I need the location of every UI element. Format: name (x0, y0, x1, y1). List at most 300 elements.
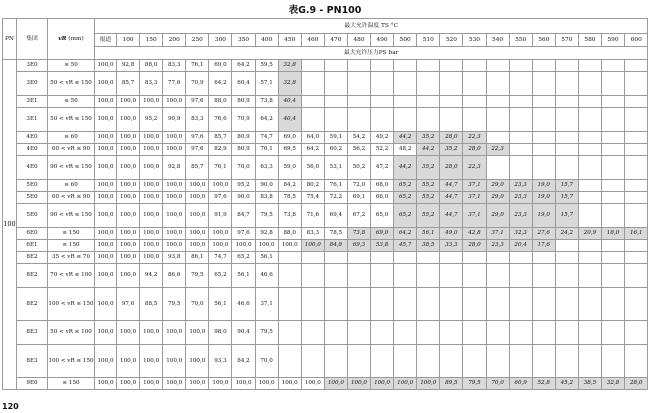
value-cell: 100,0 (95, 378, 117, 390)
range-cell: ≤ 60 (48, 180, 95, 192)
table-row (3, 108, 648, 132)
value-cell: 84,2 (278, 180, 301, 192)
value-cell (601, 180, 624, 192)
value-cell (555, 60, 578, 72)
value-cell: 100,0 (140, 204, 163, 228)
value-cell (278, 264, 301, 288)
group-cell: 5E0 (17, 204, 48, 228)
value-cell (347, 345, 370, 378)
value-cell: 79,5 (186, 264, 209, 288)
value-cell: 91,9 (209, 204, 232, 228)
value-cell (555, 288, 578, 321)
value-cell: 83,3 (301, 228, 324, 240)
value-cell (601, 204, 624, 228)
value-cell (371, 321, 394, 345)
value-cell (555, 252, 578, 264)
value-cell: 100,0 (209, 378, 232, 390)
value-cell (394, 108, 417, 132)
value-cell (324, 252, 347, 264)
table-title: 表G.9 - PN100 (288, 5, 362, 16)
temp-col-header: 560 (532, 34, 555, 47)
value-cell: 64,2 (255, 108, 278, 132)
value-cell: 70,9 (186, 72, 209, 96)
range-cell: 100 < vR ≤ 150 (48, 345, 95, 378)
value-cell: 69,0 (209, 60, 232, 72)
value-cell: 28,0 (440, 132, 463, 144)
value-cell: 97,6 (186, 132, 209, 144)
value-cell: 100,0 (163, 132, 186, 144)
value-cell: 64,2 (394, 228, 417, 240)
value-cell: 79,5 (463, 378, 486, 390)
value-cell: 80,9 (232, 132, 255, 144)
value-cell: 100,0 (95, 264, 117, 288)
value-cell (555, 96, 578, 108)
value-cell: 20,4 (509, 240, 532, 252)
value-cell: 23,3 (486, 240, 509, 252)
value-cell: 56,1 (417, 228, 440, 240)
value-cell: 70,0 (255, 345, 278, 378)
value-cell: 100,0 (163, 144, 186, 156)
value-cell (347, 72, 370, 96)
value-cell: 100,0 (186, 321, 209, 345)
value-cell: 100,0 (117, 156, 140, 180)
value-cell: 49,2 (371, 132, 394, 144)
value-cell: 29,0 (486, 204, 509, 228)
value-cell: 100,0 (95, 180, 117, 192)
temp-col-header: 470 (324, 34, 347, 47)
value-cell (463, 96, 486, 108)
value-cell (625, 264, 648, 288)
value-cell: 100,0 (140, 321, 163, 345)
value-cell (509, 321, 532, 345)
range-cell: 35 < vR ≤ 70 (48, 252, 95, 264)
value-cell: 72,2 (324, 192, 347, 204)
value-cell: 100,0 (186, 240, 209, 252)
value-cell: 100,0 (95, 96, 117, 108)
value-cell: 100,0 (255, 378, 278, 390)
value-cell (578, 96, 601, 108)
value-cell: 84,2 (232, 345, 255, 378)
value-cell (509, 60, 532, 72)
value-cell: 100,0 (140, 156, 163, 180)
value-cell: 53,8 (371, 240, 394, 252)
value-cell (347, 252, 370, 264)
temp-col-header: 540 (486, 34, 509, 47)
value-cell: 83,3 (163, 60, 186, 72)
value-cell: 56,1 (232, 264, 255, 288)
value-cell: 44,2 (394, 132, 417, 144)
value-cell: 66,0 (371, 192, 394, 204)
temp-col-header: 100 (117, 34, 140, 47)
value-cell (463, 252, 486, 264)
temp-col-header: 400 (255, 34, 278, 47)
value-cell (394, 252, 417, 264)
value-cell: 90,4 (232, 321, 255, 345)
value-cell: 84,8 (324, 240, 347, 252)
value-cell (555, 108, 578, 132)
value-cell: 73,8 (347, 228, 370, 240)
value-cell: 100,0 (140, 132, 163, 144)
value-cell (601, 60, 624, 72)
value-cell: 100,0 (140, 96, 163, 108)
range-cell: 50 < vR ≤ 150 (48, 108, 95, 132)
value-cell: 29,0 (486, 180, 509, 192)
value-cell: 44,7 (440, 192, 463, 204)
value-cell: 40,4 (278, 96, 301, 108)
value-cell: 79,5 (255, 204, 278, 228)
value-cell: 100,0 (140, 180, 163, 192)
value-cell (555, 132, 578, 144)
value-cell (625, 96, 648, 108)
temp-col-header: 590 (601, 34, 624, 47)
temp-col-header: 490 (371, 34, 394, 47)
group-cell: 3E1 (17, 96, 48, 108)
range-cell: 60 < vR ≤ 90 (48, 192, 95, 204)
value-cell: 100,0 (117, 96, 140, 108)
value-cell (601, 192, 624, 204)
value-cell: 60,2 (324, 144, 347, 156)
range-cell: 60 < vR ≤ 90 (48, 144, 95, 156)
group-cell: 6E1 (17, 240, 48, 252)
value-cell: 69,0 (278, 132, 301, 144)
value-cell: 90,0 (255, 180, 278, 192)
value-cell: 64,2 (209, 72, 232, 96)
value-cell: 100,0 (117, 240, 140, 252)
value-cell: 100,0 (95, 144, 117, 156)
value-cell: 33,3 (440, 240, 463, 252)
temp-col-header: 250 (186, 34, 209, 47)
value-cell: 100,0 (186, 180, 209, 192)
value-cell (440, 60, 463, 72)
value-cell: 52,8 (532, 378, 555, 390)
value-cell (394, 60, 417, 72)
group-cell: 4E0 (17, 144, 48, 156)
table-row (3, 288, 648, 321)
value-cell (578, 60, 601, 72)
value-cell: 95,2 (140, 108, 163, 132)
value-cell: 100,0 (163, 228, 186, 240)
value-cell (555, 144, 578, 156)
value-cell: 76,1 (186, 60, 209, 72)
value-cell (371, 108, 394, 132)
value-cell: 37,1 (463, 180, 486, 192)
value-cell (324, 264, 347, 288)
value-cell: 35,2 (440, 144, 463, 156)
table-row (3, 60, 648, 72)
value-cell (347, 288, 370, 321)
value-cell: 72,0 (347, 180, 370, 192)
value-cell: 88,0 (278, 228, 301, 240)
value-cell (486, 108, 509, 132)
value-cell: 63,3 (255, 156, 278, 180)
value-cell (532, 108, 555, 132)
value-cell: 59,5 (255, 60, 278, 72)
value-cell: 100,0 (95, 192, 117, 204)
value-cell: 100,0 (95, 345, 117, 378)
value-cell (486, 96, 509, 108)
max-pressure-header: 最大允许压力PS bar (95, 47, 648, 60)
value-cell: 55,2 (417, 204, 440, 228)
value-cell (463, 60, 486, 72)
value-cell (278, 288, 301, 321)
group-cell: 8E3 (17, 345, 48, 378)
value-cell: 65,2 (394, 180, 417, 192)
value-cell: 45,7 (394, 240, 417, 252)
value-cell: 37,1 (463, 204, 486, 228)
temp-col-header: 200 (163, 34, 186, 47)
value-cell (601, 144, 624, 156)
value-cell: 100,0 (140, 252, 163, 264)
value-cell: 69,3 (347, 240, 370, 252)
value-cell: 60,4 (232, 72, 255, 96)
value-cell: 38,5 (578, 378, 601, 390)
value-cell: 85,7 (209, 132, 232, 144)
value-cell (301, 72, 324, 96)
value-cell (394, 345, 417, 378)
value-cell: 93,8 (163, 252, 186, 264)
value-cell: 100,0 (209, 228, 232, 240)
value-cell: 100,0 (301, 240, 324, 252)
value-cell (486, 345, 509, 378)
value-cell (371, 345, 394, 378)
value-cell: 92,8 (255, 228, 278, 240)
value-cell (578, 252, 601, 264)
value-cell (625, 180, 648, 192)
value-cell: 100,0 (95, 132, 117, 144)
value-cell (394, 264, 417, 288)
value-cell: 28,0 (625, 378, 648, 390)
value-cell (532, 144, 555, 156)
value-cell (301, 252, 324, 264)
value-cell: 44,7 (440, 204, 463, 228)
value-cell: 75,4 (301, 192, 324, 204)
value-cell: 28,0 (463, 144, 486, 156)
value-cell: 32,8 (601, 378, 624, 390)
group-cell: 3E0 (17, 72, 48, 96)
value-cell: 100,0 (186, 378, 209, 390)
value-cell: 44,2 (417, 144, 440, 156)
value-cell (347, 108, 370, 132)
value-cell: 70,0 (232, 156, 255, 180)
value-cell (324, 288, 347, 321)
value-cell: 83,8 (255, 192, 278, 204)
range-cell: ≤ 50 (48, 96, 95, 108)
value-cell (578, 132, 601, 144)
table-row (3, 156, 648, 180)
value-cell (394, 288, 417, 321)
value-cell: 100,0 (95, 240, 117, 252)
table-row (3, 132, 648, 144)
value-cell: 76,1 (255, 144, 278, 156)
value-cell (324, 345, 347, 378)
value-cell: 79,5 (255, 321, 278, 345)
value-cell (532, 156, 555, 180)
range-cell: 70 < vR ≤ 100 (48, 264, 95, 288)
value-cell: 76,1 (324, 180, 347, 192)
value-cell: 97,6 (186, 96, 209, 108)
value-cell: 100,0 (117, 192, 140, 204)
value-cell: 23,3 (509, 192, 532, 204)
value-cell: 97,6 (186, 144, 209, 156)
header-blank: 报道 (95, 34, 117, 47)
value-cell: 84,7 (232, 204, 255, 228)
value-cell (625, 252, 648, 264)
value-cell: 50,2 (347, 156, 370, 180)
value-cell: 78,5 (278, 192, 301, 204)
value-cell (324, 96, 347, 108)
value-cell (463, 288, 486, 321)
value-cell: 56,1 (209, 288, 232, 321)
value-cell: 35,2 (417, 156, 440, 180)
value-cell: 37,1 (255, 288, 278, 321)
value-cell: 100,0 (232, 378, 255, 390)
value-cell: 53,1 (324, 156, 347, 180)
table-row (3, 321, 648, 345)
value-cell (347, 264, 370, 288)
value-cell: 86,1 (186, 252, 209, 264)
value-cell: 100,0 (394, 378, 417, 390)
value-cell (440, 252, 463, 264)
value-cell: 46,6 (232, 288, 255, 321)
group-header: 集团 (17, 19, 48, 60)
value-cell (440, 108, 463, 132)
value-cell (532, 345, 555, 378)
value-cell (463, 72, 486, 96)
range-cell: 50 < vR ≤ 100 (48, 321, 95, 345)
value-cell: 19,0 (532, 180, 555, 192)
value-cell: 82,9 (209, 144, 232, 156)
value-cell (578, 156, 601, 180)
value-cell: 73,8 (278, 204, 301, 228)
value-cell: 80,9 (232, 144, 255, 156)
value-cell (509, 156, 532, 180)
value-cell (486, 72, 509, 96)
value-cell (532, 288, 555, 321)
value-cell: 85,7 (186, 156, 209, 180)
value-cell (509, 108, 532, 132)
value-cell (578, 240, 601, 252)
value-cell (371, 288, 394, 321)
value-cell: 67,2 (347, 204, 370, 228)
range-cell: ≤ 60 (48, 132, 95, 144)
value-cell (371, 252, 394, 264)
value-cell: 59,0 (278, 156, 301, 180)
value-cell: 57,1 (255, 72, 278, 96)
value-cell: 60,9 (509, 378, 532, 390)
group-cell: 9E0 (17, 378, 48, 390)
value-cell (509, 96, 532, 108)
group-cell: 8E3 (17, 321, 48, 345)
range-cell: 90 < vR ≤ 150 (48, 156, 95, 180)
value-cell (324, 72, 347, 96)
value-cell: 98,0 (209, 321, 232, 345)
group-cell: 4E0 (17, 156, 48, 180)
value-cell: 68,0 (371, 180, 394, 192)
value-cell: 100,0 (186, 192, 209, 204)
value-cell (625, 321, 648, 345)
value-cell: 100,0 (255, 240, 278, 252)
group-cell: 5E0 (17, 180, 48, 192)
value-cell (601, 252, 624, 264)
value-cell: 74,7 (209, 252, 232, 264)
value-cell: 100,0 (209, 240, 232, 252)
value-cell: 100,0 (140, 345, 163, 378)
value-cell (394, 321, 417, 345)
value-cell (301, 288, 324, 321)
value-cell: 100,0 (117, 228, 140, 240)
value-cell (625, 240, 648, 252)
value-cell: 100,0 (163, 345, 186, 378)
value-cell: 100,0 (140, 192, 163, 204)
value-cell (394, 96, 417, 108)
value-cell: 71,6 (301, 204, 324, 228)
value-cell (463, 321, 486, 345)
temp-col-header: 300 (209, 34, 232, 47)
temp-col-header: 600 (625, 34, 648, 47)
value-cell: 100,0 (163, 180, 186, 192)
value-cell (532, 252, 555, 264)
value-cell: 100,0 (95, 252, 117, 264)
value-cell (601, 96, 624, 108)
value-cell: 100,0 (324, 378, 347, 390)
value-cell (324, 321, 347, 345)
value-cell: 24,2 (555, 228, 578, 240)
max-temp-header: 最大允许温度 TS °C (95, 19, 648, 34)
value-cell: 16,1 (625, 228, 648, 240)
value-cell: 100,0 (117, 132, 140, 144)
value-cell: 74,7 (255, 132, 278, 144)
value-cell (555, 72, 578, 96)
value-cell (278, 321, 301, 345)
value-cell (625, 144, 648, 156)
value-cell: 22,3 (463, 156, 486, 180)
value-cell: 37,1 (463, 192, 486, 204)
value-cell (578, 204, 601, 228)
value-cell (417, 72, 440, 96)
value-cell (347, 321, 370, 345)
value-cell: 90,9 (163, 108, 186, 132)
value-cell (509, 132, 532, 144)
value-cell (601, 345, 624, 378)
value-cell (578, 72, 601, 96)
table-row (3, 96, 648, 108)
value-cell (625, 345, 648, 378)
value-cell: 100,0 (117, 264, 140, 288)
table-row (3, 378, 648, 390)
value-cell (347, 96, 370, 108)
value-cell: 69,0 (371, 228, 394, 240)
value-cell: 100,0 (95, 288, 117, 321)
temp-col-header: 520 (440, 34, 463, 47)
value-cell: 76,1 (209, 156, 232, 180)
value-cell (532, 321, 555, 345)
value-cell (417, 108, 440, 132)
value-cell: 100,0 (186, 204, 209, 228)
value-cell (417, 321, 440, 345)
value-cell (601, 321, 624, 345)
value-cell: 32,8 (278, 60, 301, 72)
value-cell: 80,2 (301, 180, 324, 192)
value-cell (301, 264, 324, 288)
group-cell: 8E2 (17, 264, 48, 288)
value-cell: 100,0 (163, 321, 186, 345)
value-cell: 56,2 (347, 144, 370, 156)
value-cell (532, 72, 555, 96)
value-cell (486, 60, 509, 72)
range-cell: 100 < vR ≤ 150 (48, 288, 95, 321)
temp-col-header: 530 (463, 34, 486, 47)
value-cell (440, 72, 463, 96)
